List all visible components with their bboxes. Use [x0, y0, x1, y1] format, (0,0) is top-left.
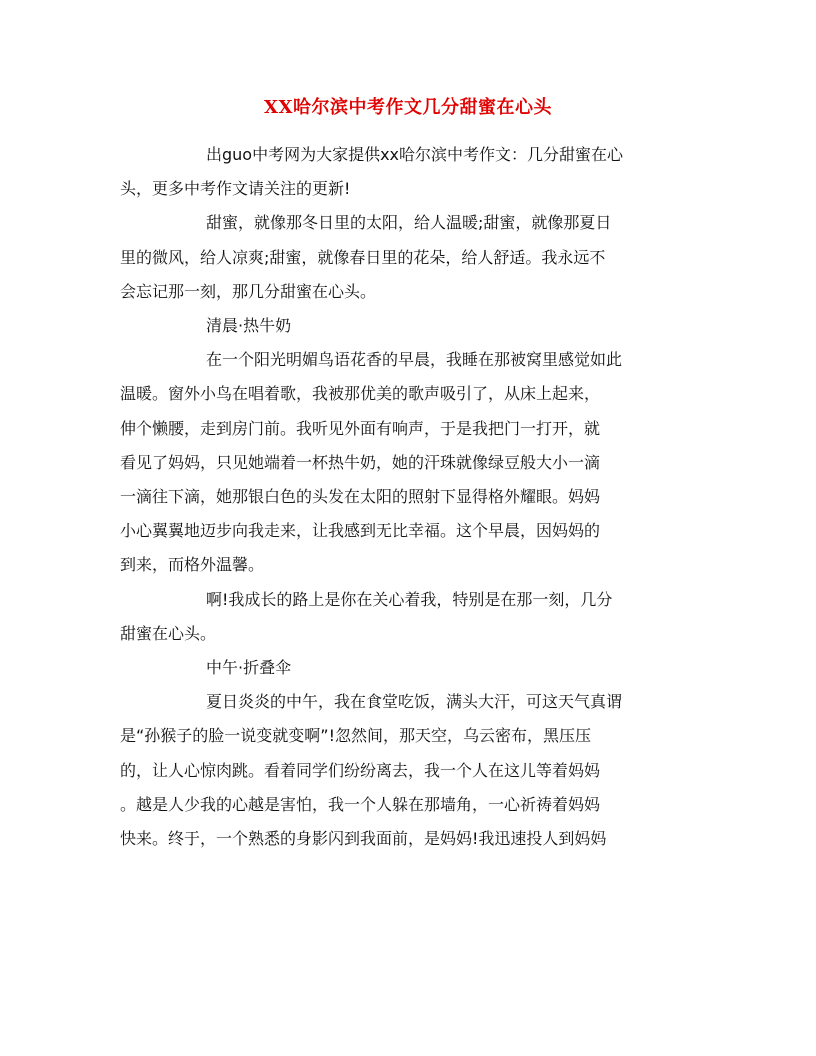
text-line: 的，让人心惊肉跳。看着同学们纷纷离去，我一个人在这儿等着妈妈 — [120, 760, 601, 780]
text-line: 。越是人少我的心越是害怕，我一个人躲在那墙角，一心祈祷着妈妈 — [120, 794, 601, 814]
text-line: 温暖。窗外小鸟在唱着歌，我被那优美的歌声吸引了，从床上起来， — [120, 384, 601, 404]
text-line: 小心翼翼地迈步向我走来，让我感到无比幸福。这个早晨，因妈妈的 — [120, 521, 601, 541]
text-line: 看见了妈妈，只见她端着一杯热牛奶，她的汗珠就像绿豆般大小一滴 — [120, 452, 601, 472]
text-line: 会忘记那一刻，那几分甜蜜在心头。 — [120, 281, 377, 301]
text-line: 夏日炎炎的中午，我在食堂吃饭，满头大汗，可这天气真谓 — [206, 692, 623, 712]
text-line: 到来，而格外温馨。 — [120, 555, 265, 575]
text-line: 一滴往下滴，她那银白色的头发在太阳的照射下显得格外耀眼。妈妈 — [120, 487, 601, 507]
section-heading-noon: 中午·折叠伞 — [206, 658, 292, 678]
text-line: 是“孙猴子的脸一说变就变啊”!忽然间，那天空，乌云密布，黑压压 — [120, 726, 591, 746]
document-body — [120, 138, 686, 856]
text-line: 出guo中考网为大家提供xx哈尔滨中考作文：几分甜蜜在心 — [206, 145, 624, 164]
text-line: 在一个阳光明媚鸟语花香的早晨，我睡在那被窝里感觉如此 — [206, 350, 623, 370]
text-line: 头，更多中考作文请关注的更新! — [120, 179, 351, 199]
text-line: 里的微风，给人凉爽;甜蜜，就像春日里的花朵，给人舒适。我永远不 — [120, 247, 606, 267]
text-line: 甜蜜，就像那冬日里的太阳，给人温暖;甜蜜，就像那夏日 — [206, 213, 612, 233]
text-line: 啊!我成长的路上是你在关心着我，特别是在那一刻，几分 — [206, 589, 613, 609]
text-line: 伸个懒腰，走到房门前。我听见外面有响声，于是我把门一打开，就 — [120, 418, 601, 438]
text-line: 快来。终于，一个熟悉的身影闪到我面前，是妈妈!我迅速投人到妈妈 — [120, 829, 607, 849]
document-title: XX哈尔滨中考作文几分甜蜜在心头 — [264, 97, 552, 118]
section-heading-morning: 清晨·热牛奶 — [206, 316, 292, 336]
text-line: 甜蜜在心头。 — [120, 623, 217, 643]
